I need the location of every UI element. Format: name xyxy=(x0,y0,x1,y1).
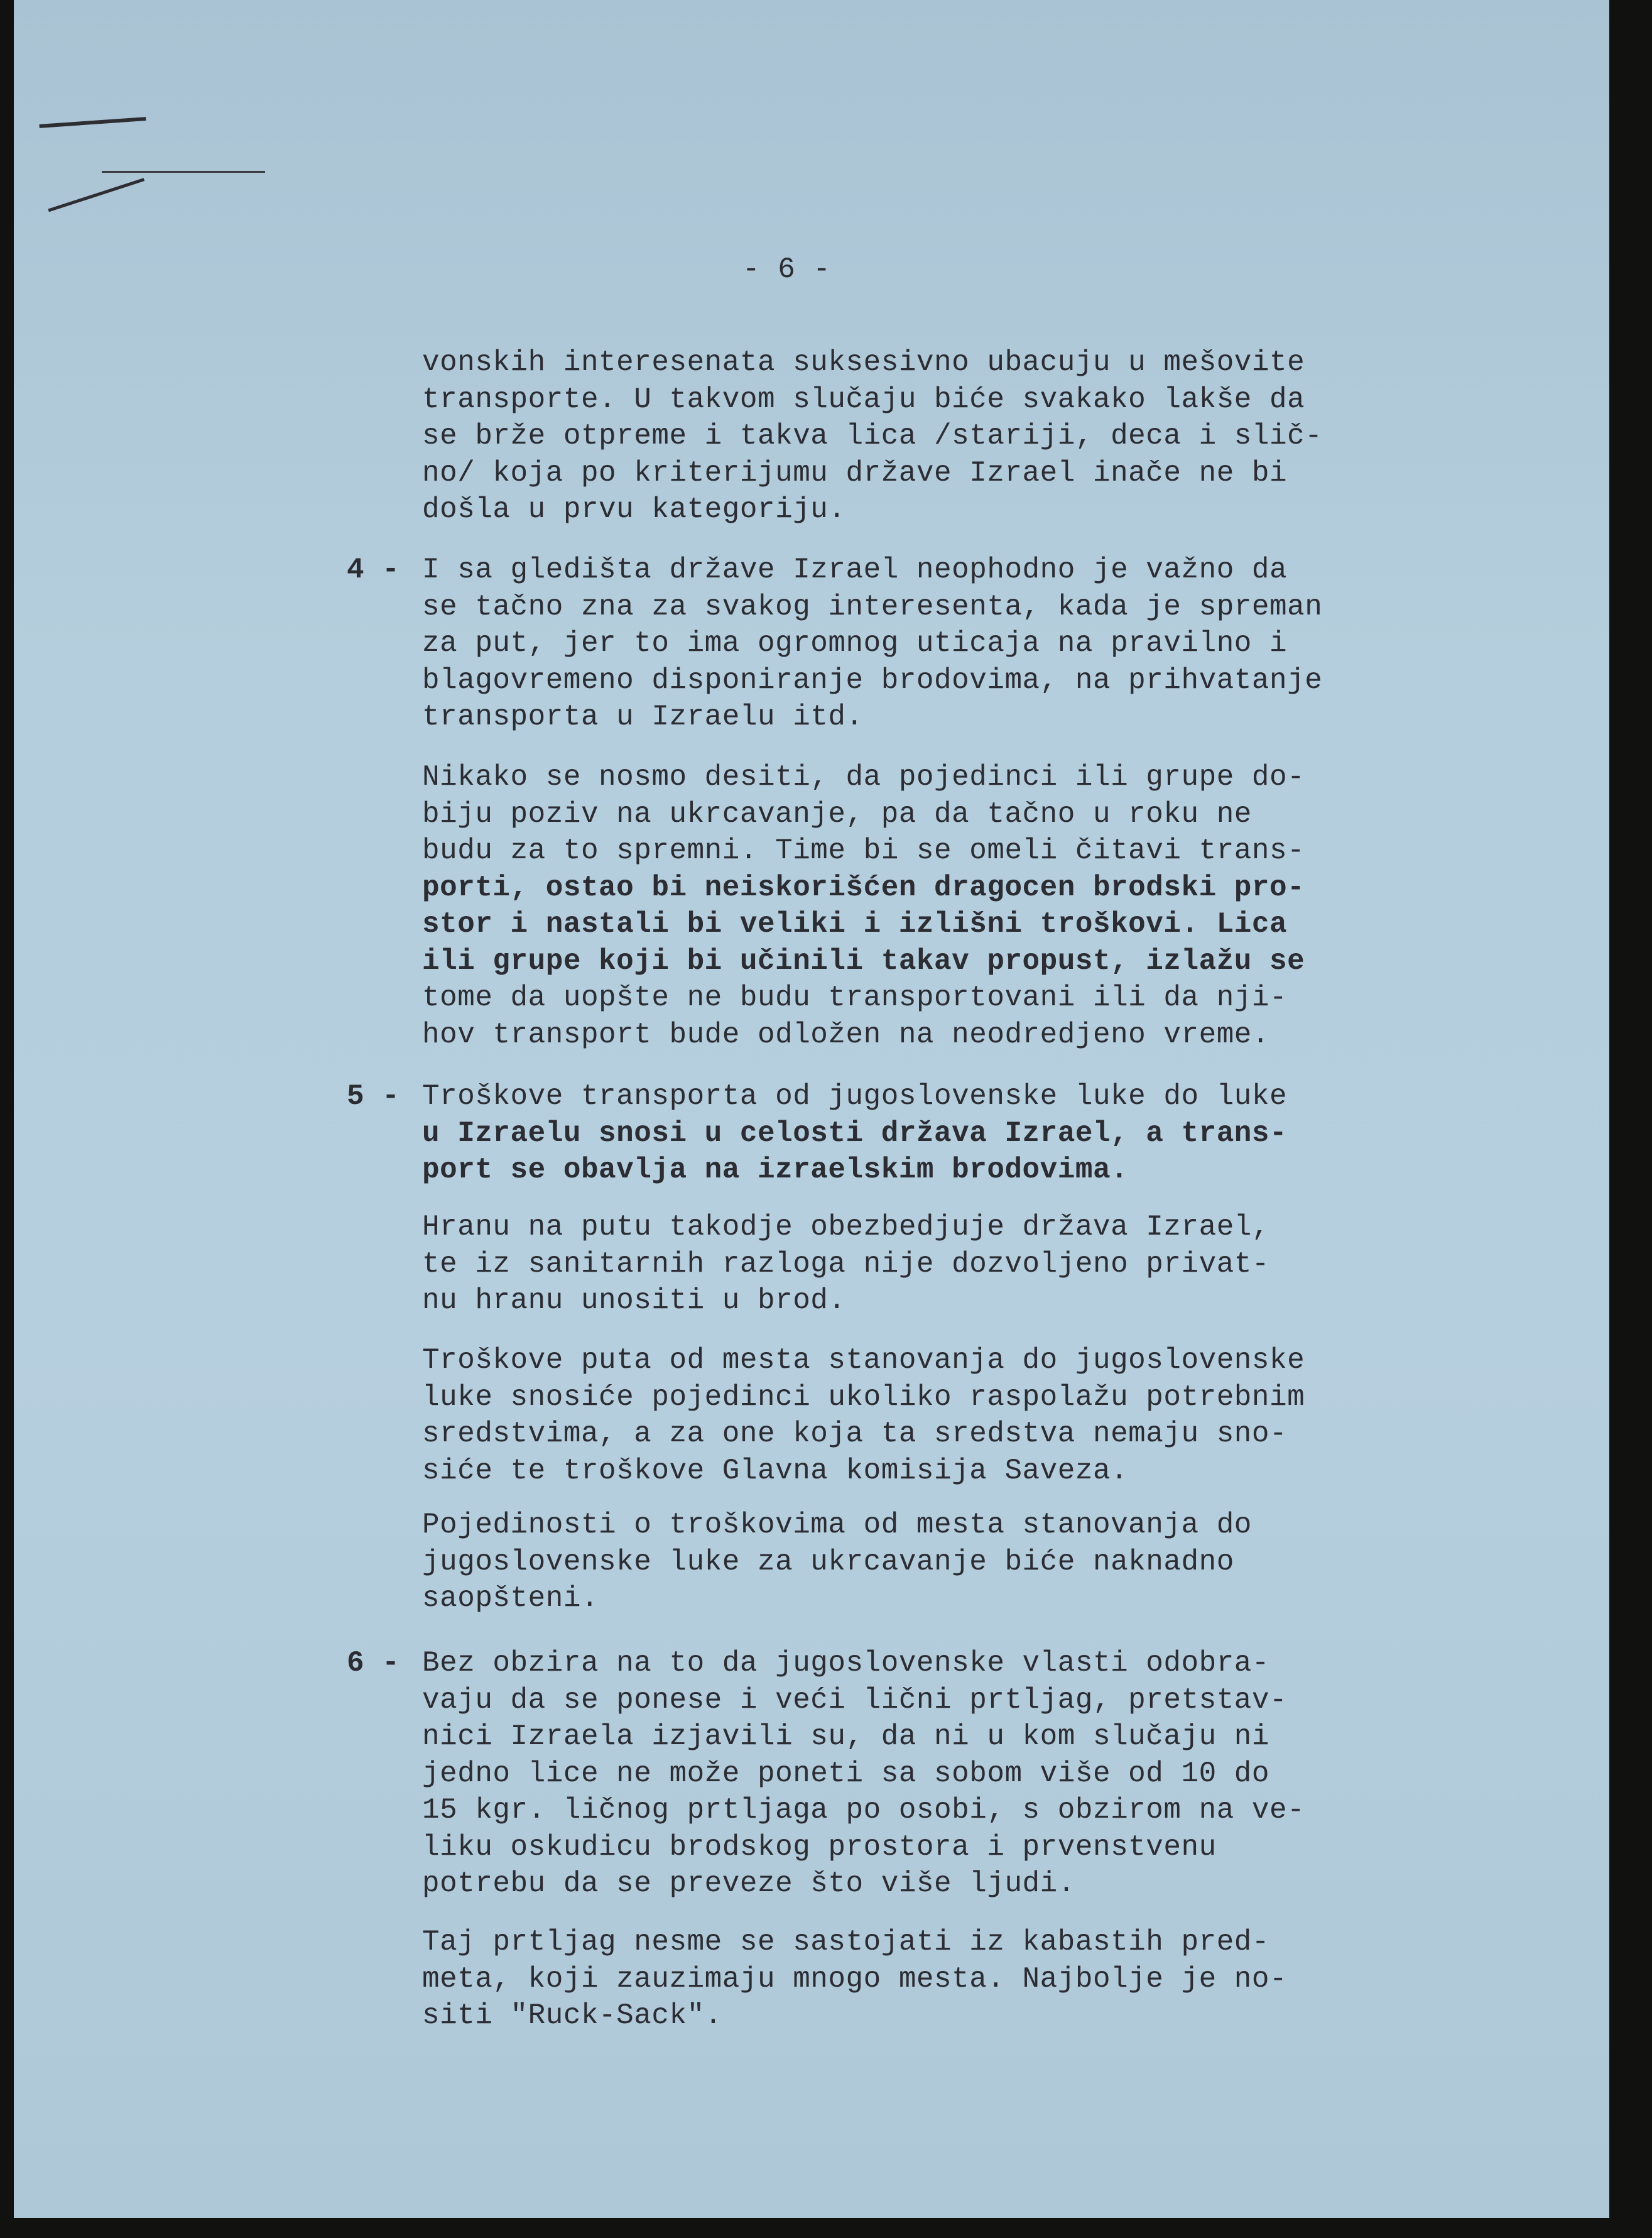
text-line: siće te troškove Glavna komisija Saveza. xyxy=(422,1454,1129,1487)
section-5-paragraph-3 xyxy=(422,1342,1440,1489)
text-line: luke snosiće pojedinci ukoliko raspolažu potrebnim xyxy=(422,1380,1305,1414)
text-line: meta, koji zauzimaju mnogo mesta. Najbolje je no- xyxy=(422,1962,1288,1995)
text-line: se tačno zna za svakog interesenta, kada je spreman xyxy=(422,590,1323,623)
text-line: došla u prvu kategoriju. xyxy=(422,493,846,526)
text-line: stor i nastali bi veliki i izlišni troškovi. Lica xyxy=(422,908,1288,941)
text-line: nici Izraela izjavili su, da ni u kom slučaju ni xyxy=(422,1720,1270,1753)
page-number: - 6 - xyxy=(742,253,831,286)
ink-mark xyxy=(46,173,144,212)
text-line: Bez obzira na to da jugoslovenske vlasti odobra- xyxy=(422,1647,1270,1679)
text-line: hov transport bude odložen na neodredjeno vreme. xyxy=(422,1018,1270,1051)
text-line: budu za to spremni. Time bi se omeli čitavi trans- xyxy=(422,834,1305,867)
text-line: Taj prtljag nesme se sastojati iz kabastih pred- xyxy=(422,1926,1270,1958)
text-line: no/ koja po kriterijumu države Izrael inače ne bi xyxy=(422,456,1288,489)
text-line: Pojedinosti o troškovima od mesta stanovanja do xyxy=(422,1509,1252,1541)
text-line: Troškove puta od mesta stanovanja do jugoslovenske xyxy=(422,1344,1305,1377)
text-line: jugoslovenske luke za ukrcavanje biće naknadno xyxy=(422,1545,1234,1578)
text-line: Troškove transporta od jugoslovenske luke do luke xyxy=(422,1080,1288,1113)
ink-mark xyxy=(39,109,146,128)
section-5-paragraph-2 xyxy=(422,1209,1440,1319)
text-line: vaju da se ponese i veći lični prtljag, pretstav- xyxy=(422,1683,1288,1717)
text-line: transporte. U takvom slučaju biće svakako lakše da xyxy=(422,383,1305,416)
section-marker-4: 4 - xyxy=(347,554,400,586)
section-marker-5: 5 - xyxy=(347,1080,400,1113)
text-line: te iz sanitarnih razloga nije dozvoljeno privat- xyxy=(422,1247,1270,1280)
section-4-paragraph-1 xyxy=(422,552,1440,736)
ink-mark xyxy=(102,168,265,173)
section-4-paragraph-2 xyxy=(422,759,1440,1053)
section-5-paragraph-4 xyxy=(422,1507,1440,1617)
text-line: vonskih interesenata suksesivno ubacuju u mešovite xyxy=(422,346,1305,379)
continuation-paragraph xyxy=(422,344,1440,528)
text-line: blagovremeno disponiranje brodovima, na prihvatanje xyxy=(422,663,1323,697)
section-marker-6: 6 - xyxy=(347,1647,400,1679)
text-line: Hranu na putu takodje obezbedjuje država Izrael, xyxy=(422,1211,1270,1243)
section-5-paragraph-1 xyxy=(422,1078,1440,1189)
text-line: 15 kgr. ličnog prtljaga po osobi, s obzirom na ve- xyxy=(422,1794,1305,1826)
section-6-paragraph-2 xyxy=(422,1924,1440,2034)
text-line: port se obavlja na izraelskim brodovima. xyxy=(422,1154,1129,1186)
text-line: liku oskudicu brodskog prostora i prvenstvenu xyxy=(422,1830,1217,1864)
text-line: jedno lice ne može poneti sa sobom više od 10 do xyxy=(422,1757,1270,1790)
text-line: porti, ostao bi neiskorišćen dragocen brodski pro- xyxy=(422,871,1305,904)
text-line: za put, jer to ima ogromnog uticaja na pravilno i xyxy=(422,627,1288,660)
document-page xyxy=(14,0,1609,2218)
text-line: tome da uopšte ne budu transportovani ili da nji- xyxy=(422,981,1288,1014)
text-line: sredstvima, a za one koja ta sredstva nemaju sno- xyxy=(422,1417,1288,1450)
text-line: u Izraelu snosi u celosti država Izrael, a trans- xyxy=(422,1116,1288,1150)
text-line: nu hranu unositi u brod. xyxy=(422,1284,846,1317)
text-line: Nikako se nosmo desiti, da pojedinci ili grupe do- xyxy=(422,761,1305,794)
text-line: se brže otpreme i takva lica /stariji, deca i slič- xyxy=(422,420,1323,452)
section-6-paragraph-1 xyxy=(422,1645,1440,1902)
text-line: biju poziv na ukrcavanje, pa da tačno u roku ne xyxy=(422,797,1252,831)
text-line: saopšteni. xyxy=(422,1582,599,1615)
text-line: siti "Ruck-Sack". xyxy=(422,1999,722,2032)
text-line: I sa gledišta države Izrael neophodno je važno da xyxy=(422,554,1288,586)
text-line: potrebu da se preveze što više ljudi. xyxy=(422,1867,1075,1900)
text-line: transporta u Izraelu itd. xyxy=(422,701,864,733)
text-line: ili grupe koji bi učinili takav propust, izlažu se xyxy=(422,944,1305,978)
